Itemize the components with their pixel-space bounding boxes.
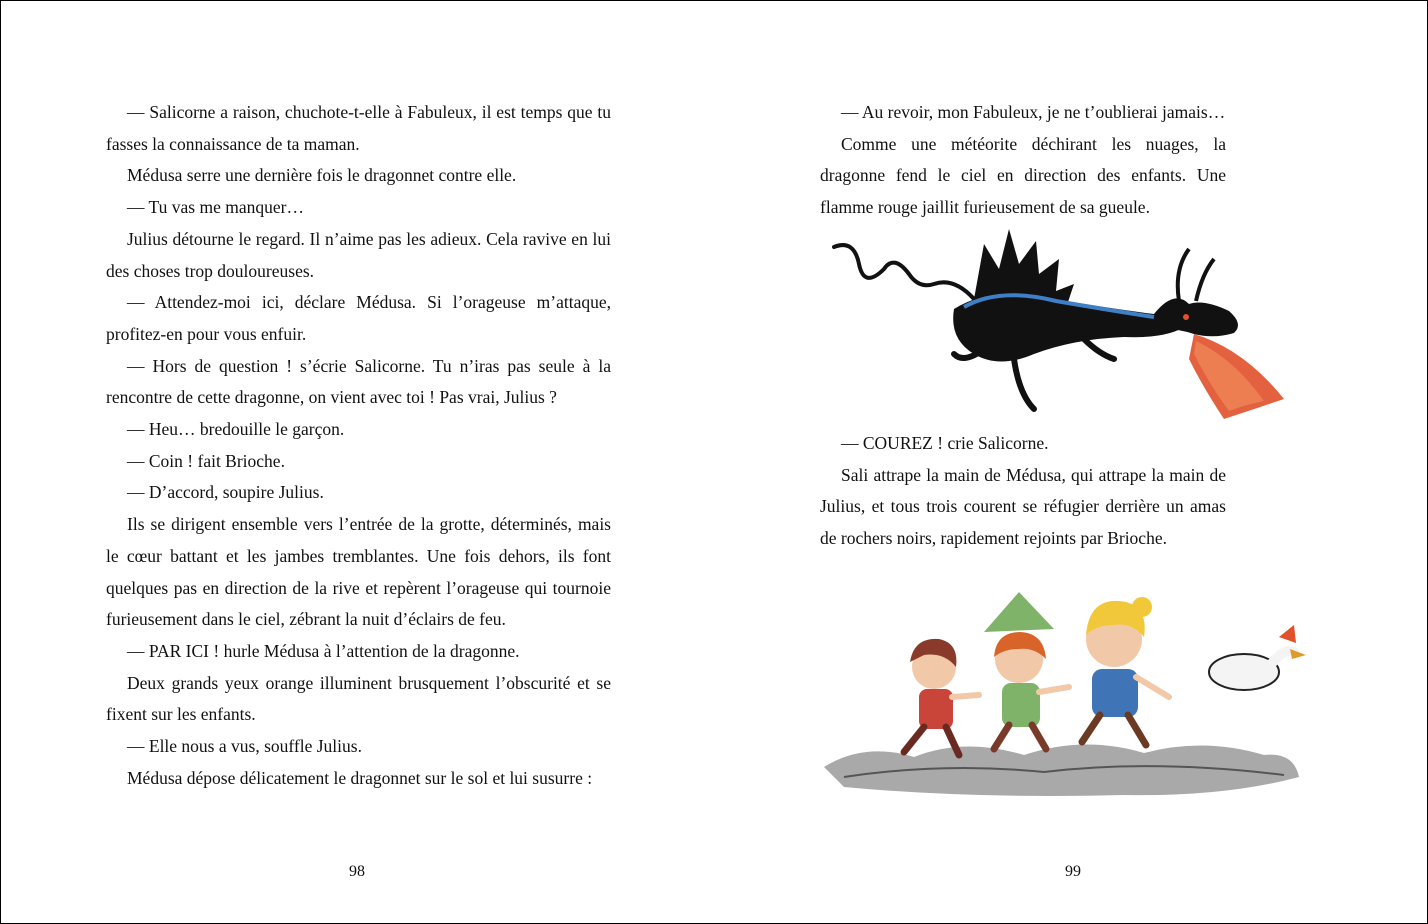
paragraph: — D’accord, soupire Julius.	[127, 482, 324, 503]
paragraph: — COUREZ ! crie Salicorne.	[841, 433, 1049, 453]
paragraph: — Hors de question ! s’écrie Salicorne. Tu n’iras pas seule à la rencontre de cette dragonne, on vient avec toi ! Pas vrai, Julius ?	[106, 355, 611, 408]
paragraph: — Elle nous a vus, souffle Julius.	[127, 736, 362, 757]
paragraph: Deux grands yeux orange illuminent brusquement l’obscurité et se fixent sur les enfants.	[106, 672, 611, 725]
right-page	[714, 1, 1427, 923]
right-page-text-bottom	[820, 428, 1226, 555]
dragon-illustration	[824, 229, 1294, 424]
paragraph: Médusa dépose délicatement le dragonnet sur le sol et lui susurre :	[127, 767, 593, 788]
paragraph: — Attendez-moi ici, déclare Médusa. Si l’orageuse m’attaque, profitez-en pour vous enfuir.	[106, 292, 611, 344]
running-children-illustration	[824, 577, 1314, 807]
paragraph: — PAR ICI ! hurle Médusa à l’attention de la dragonne.	[127, 640, 520, 661]
paragraph: Médusa serre une dernière fois le dragonnet contre elle.	[127, 165, 517, 186]
paragraph: — Tu vas me manquer…	[127, 197, 304, 218]
right-page-text-top	[820, 97, 1226, 224]
paragraph: — Au revoir, mon Fabuleux, je ne t’oublierai jamais…	[841, 102, 1226, 122]
left-page	[1, 1, 714, 923]
page-number: 98	[349, 863, 365, 880]
left-page-text	[106, 97, 611, 794]
paragraph: Julius détourne le regard. Il n’aime pas les adieux. Cela ravive en lui des choses trop douloureuses.	[106, 228, 611, 281]
paragraph: Sali attrape la main de Médusa, qui attrape la main de Julius, et tous trois courent se réfugier derrière un amas de rochers noirs, rapidement rejoints par Brioche.	[820, 464, 1226, 549]
paragraph: — Heu… bredouille le garçon.	[127, 419, 345, 440]
paragraph: — Coin ! fait Brioche.	[127, 450, 285, 471]
paragraph: Comme une météorite déchirant les nuages, la dragonne fend le ciel en direction des enfants. Une flamme rouge jaillit furieusement de sa gueule.	[820, 133, 1226, 218]
paragraph: — Salicorne a raison, chuchote-t-elle à Fabuleux, il est temps que tu fasses la connaissance de ta maman.	[106, 102, 611, 154]
page-number: 99	[1065, 863, 1081, 880]
paragraph: Ils se dirigent ensemble vers l’entrée de la grotte, déterminés, mais le cœur battant et les jambes tremblantes. Une fois dehors, ils font quelques pas en direction de la rive et repèrent l’orageuse qui tournoie furieusement dans le ciel, zébrant la nuit d’éclairs de feu.	[106, 514, 611, 630]
